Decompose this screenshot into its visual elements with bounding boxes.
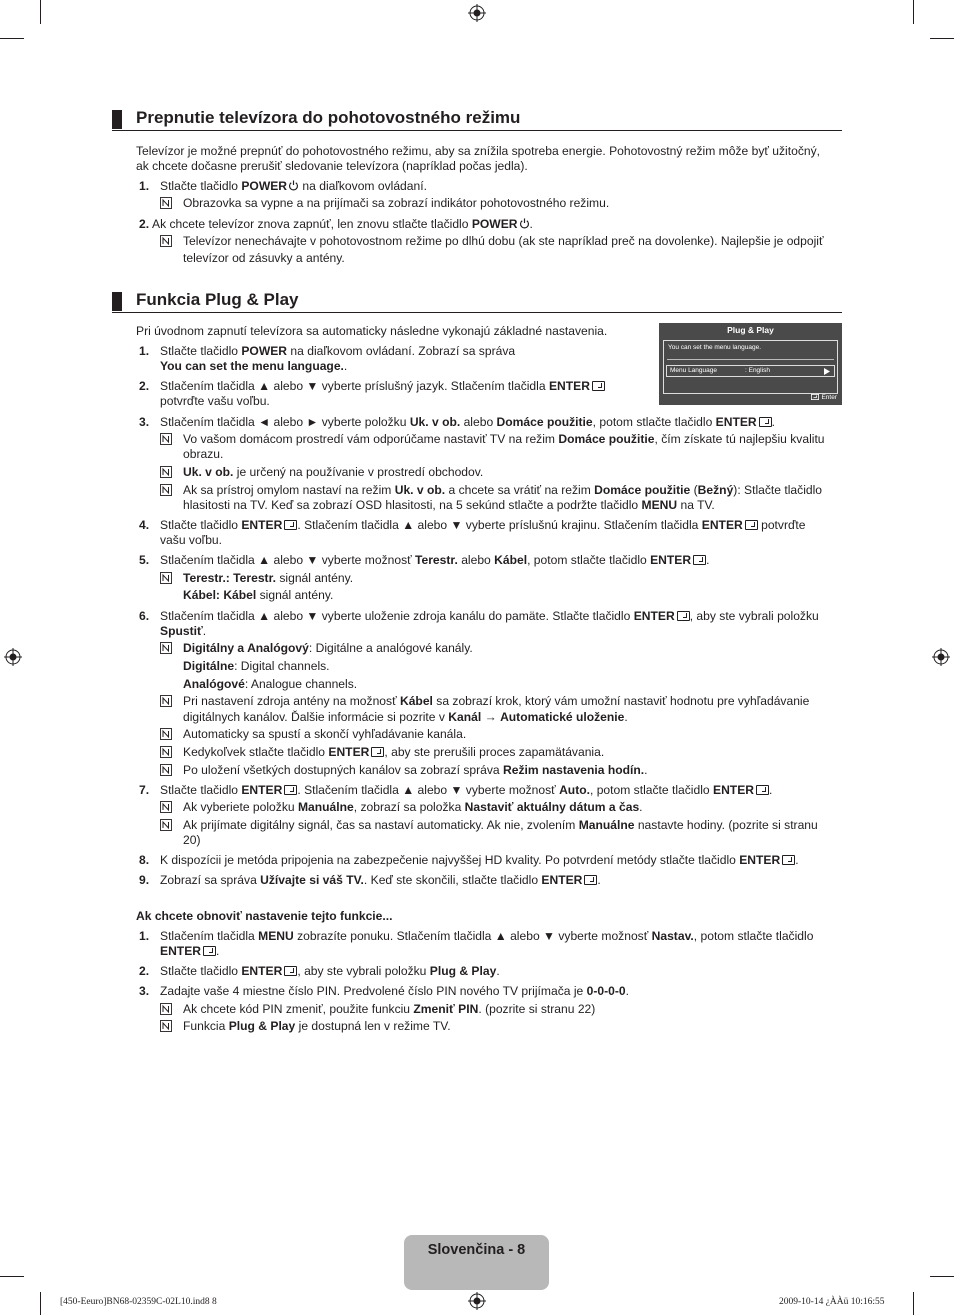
- step-number: 2.: [139, 217, 150, 231]
- note-text: Ak vyberiete položku Manuálne, zobrazí sa položka Nastaviť aktuálny dátum a čas.: [183, 800, 643, 814]
- section-title: Prepnutie televízora do pohotovostného režimu: [136, 108, 521, 127]
- osd-footer: Enter: [811, 394, 837, 401]
- step-text: Ak chcete televízor znova zapnúť, len znovu stlačte tlačidlo POWER .: [152, 217, 533, 231]
- note-text: Funkcia Plug & Play je dostupná len v režime TV.: [183, 1019, 451, 1033]
- step-text: potvrďte vašu voľbu.: [160, 394, 270, 408]
- step-text: Stlačením tlačidla ▲ alebo ▼ vyberte možnosť Terestr. alebo Kábel, potom stlačte tlačidlo ENTER .: [160, 553, 710, 567]
- note-icon: [160, 746, 172, 758]
- enter-icon: [677, 611, 690, 621]
- paragraph: Pri úvodnom zapnutí televízora sa automaticky následne vykonajú základné nastavenia.: [136, 324, 608, 338]
- note-text: Ak chcete kód PIN zmeniť, použite funkciu Zmeniť PIN. (pozrite si stranu 22): [183, 1002, 596, 1016]
- note-icon: [160, 572, 172, 584]
- page-number: Slovenčina - 8: [427, 1242, 526, 1258]
- note-text: Vo vašom domácom prostredí vám odporúčame nastaviť TV na režim Domáce použitie, čím získate tú najlepšiu kvalitu: [183, 432, 825, 446]
- osd-divider: [667, 359, 834, 360]
- registration-mark-icon: [4, 648, 22, 666]
- step-number: 7.: [139, 783, 150, 797]
- enter-icon: [811, 394, 819, 400]
- note-text: Uk. v ob. je určený na používanie v prostredí obchodov.: [183, 465, 484, 479]
- step-text: Stlačte tlačidlo POWER na diaľkovom ovládaní. Zobrazí sa správa: [160, 344, 516, 358]
- osd-title: Plug & Play: [727, 325, 774, 335]
- note-text: televízor od zásuvky a antény.: [183, 251, 345, 265]
- note-text: Automaticky sa spustí a skončí vyhľadávanie kanála.: [183, 727, 467, 741]
- step-number: 6.: [139, 609, 150, 623]
- note-icon: [160, 1020, 172, 1032]
- print-slug-left: [450-Eeuro]BN68-02359C-02L10.ind8 8: [60, 1297, 217, 1307]
- arrow-right-icon: [824, 368, 830, 375]
- note-text: Obrazovka sa vypne a na prijímači sa zobrazí indikátor pohotovostného režimu.: [183, 196, 610, 210]
- step-text: Stlačením tlačidla MENU zobrazíte ponuku. Stlačením tlačidla ▲ alebo ▼ vyberte možnosť Nastav., potom stlačte tlačidlo: [160, 929, 814, 943]
- enter-icon: [592, 381, 605, 391]
- note-text: Ak prijímate digitálny signál, čas sa nastaví automaticky. Ak nie, zvolením Manuálne nastavte hodiny. (pozrite si stranu: [183, 818, 818, 832]
- osd-panel: [663, 340, 838, 394]
- step-text: Zobrazí sa správa Užívajte si váš TV.. Keď ste skončili, stlačte tlačidlo ENTER .: [160, 873, 601, 887]
- enter-icon: [745, 520, 758, 530]
- step-number: 1.: [139, 344, 150, 358]
- print-slug-right: 2009-10-14 ¿ÀÀü 10:16:55: [779, 1297, 885, 1307]
- enter-icon: [371, 747, 384, 757]
- step-number: 3.: [139, 415, 150, 429]
- note-text: Terestr.: Terestr. signál antény.: [183, 571, 354, 585]
- note-text: Kedykoľvek stlačte tlačidlo ENTER , aby ste prerušili proces zapamätávania.: [183, 745, 605, 759]
- note-icon: [160, 642, 172, 654]
- paragraph: ak chcete dočasne prerušiť sledovanie televízora (napríklad počas jedla).: [136, 159, 528, 173]
- step-number: 4.: [139, 518, 150, 532]
- step-text: Stlačením tlačidla ◄ alebo ► vyberte položku Uk. v ob. alebo Domáce použitie, potom stlačte tlačidlo ENTER .: [160, 415, 776, 429]
- heading-bar: [112, 292, 122, 311]
- enter-icon: [284, 520, 297, 530]
- note-icon: [160, 235, 172, 247]
- enter-icon: [782, 855, 795, 865]
- registration-mark-icon: [468, 1292, 486, 1310]
- step-text: Stlačením tlačidla ▲ alebo ▼ vyberte uloženie zdroja kanálu do pamäte. Stlačte tlačidlo ENTER , aby ste vybrali položku: [160, 609, 819, 623]
- note-icon: [160, 433, 172, 445]
- step-text: Stlačte tlačidlo ENTER . Stlačením tlačidla ▲ alebo ▼ vyberte možnosť Auto., potom stlačte tlačidlo ENTER .: [160, 783, 773, 797]
- note-text: Digitálne: Digital channels.: [183, 659, 330, 673]
- step-text: Zadajte vaše 4 miestne číslo PIN. Predvolené číslo PIN nového TV prijímača je 0-0-0-0.: [160, 984, 629, 998]
- note-text: Analógové: Analogue channels.: [183, 677, 358, 691]
- step-number: 1.: [139, 929, 150, 943]
- note-text: Kábel: Kábel signál antény.: [183, 588, 334, 602]
- step-number: 5.: [139, 553, 150, 567]
- subsection-title: Ak chcete obnoviť nastavenie tejto funkcie...: [136, 909, 393, 923]
- note-icon: [160, 728, 172, 740]
- step-number: 9.: [139, 873, 150, 887]
- note-text: Pri nastavení zdroja antény na možnosť Kábel sa zobrazí krok, ktorý vám umožní nastaviť hodnotu pre vyhľadávanie: [183, 694, 810, 708]
- note-text: 20): [183, 833, 201, 847]
- osd-row-label: Menu Language: [670, 367, 717, 374]
- power-icon: [288, 180, 299, 191]
- section-heading-plug-and-play: [112, 292, 842, 313]
- section-title: Funkcia Plug & Play: [136, 290, 299, 309]
- step-text: Stlačte tlačidlo POWER na diaľkovom ovládaní.: [160, 179, 427, 193]
- step-text: vašu voľbu.: [160, 533, 223, 547]
- note-icon: [160, 466, 172, 478]
- step-number: 2.: [139, 964, 150, 978]
- enter-icon: [759, 417, 772, 427]
- registration-mark-icon: [932, 648, 950, 666]
- heading-bar: [112, 110, 122, 129]
- note-text: Ak sa prístroj omylom nastaví na režim Uk. v ob. a chcete sa vrátiť na režim Domáce použitie (Bežný): Stlačte tlačidlo: [183, 483, 823, 497]
- registration-mark-icon: [468, 4, 486, 22]
- step-text: Spustiť.: [160, 624, 207, 638]
- section-heading-standby: [112, 110, 842, 131]
- note-icon: [160, 197, 172, 209]
- note-text: Digitálny a Analógový: Digitálne a analógové kanály.: [183, 641, 473, 655]
- note-text: digitálnych kanálov. Ďalšie informácie si pozrite v Kanál → Automatické uloženie.: [183, 710, 628, 724]
- note-icon: [160, 801, 172, 813]
- note-icon: [160, 484, 172, 496]
- note-text: hlasitosti na TV. Keď sa zobrazí OSD hlasitosti, na 5 sekúnd stlačte a podržte tlačidlo MENU na TV.: [183, 498, 715, 512]
- step-text: Stlačte tlačidlo ENTER . Stlačením tlačidla ▲ alebo ▼ vyberte príslušnú krajinu. Stlačením tlačidla ENTER potvrďte: [160, 518, 806, 532]
- paragraph: Televízor je možné prepnúť do pohotovostného režimu, aby sa znížila spotreba energie. Pohotovostný režim môže byť užitočný,: [136, 144, 820, 158]
- step-text: ENTER .: [160, 944, 220, 958]
- enter-icon: [693, 555, 706, 565]
- power-icon: [519, 218, 530, 229]
- step-text: Stlačte tlačidlo ENTER , aby ste vybrali položku Plug & Play.: [160, 964, 500, 978]
- enter-icon: [284, 785, 297, 795]
- enter-icon: [756, 785, 769, 795]
- step-number: 2.: [139, 379, 150, 393]
- note-text: Po uložení všetkých dostupných kanálov sa zobrazí správa Režim nastavenia hodín..: [183, 763, 648, 777]
- note-text: obrazu.: [183, 447, 224, 461]
- note-icon: [160, 819, 172, 831]
- osd-message: You can set the menu language.: [668, 344, 761, 351]
- step-number: 3.: [139, 984, 150, 998]
- enter-icon: [203, 946, 216, 956]
- note-icon: [160, 695, 172, 707]
- step-number: 8.: [139, 853, 150, 867]
- note-icon: [160, 764, 172, 776]
- step-number: 1.: [139, 179, 150, 193]
- osd-menu-language-row: [666, 365, 835, 377]
- step-text: Stlačením tlačidla ▲ alebo ▼ vyberte príslušný jazyk. Stlačením tlačidla ENTER: [160, 379, 605, 394]
- plug-and-play-osd-screen: [659, 323, 842, 405]
- page-number-tab: [404, 1235, 549, 1290]
- step-text: K dispozícii je metóda pripojenia na zabezpečenie najvyššej HD kvality. Po potvrdení metódy stlačte tlačidlo ENTER .: [160, 853, 799, 867]
- osd-row-value: : English: [745, 367, 770, 374]
- enter-icon: [284, 966, 297, 976]
- note-text: Televízor nenechávajte v pohotovostnom režime po dlhú dobu (ak ste napríklad preč na dovolenke). Najlepšie je odpojiť: [183, 234, 824, 248]
- enter-icon: [584, 875, 597, 885]
- step-text: You can set the menu language..: [160, 359, 348, 373]
- note-icon: [160, 1003, 172, 1015]
